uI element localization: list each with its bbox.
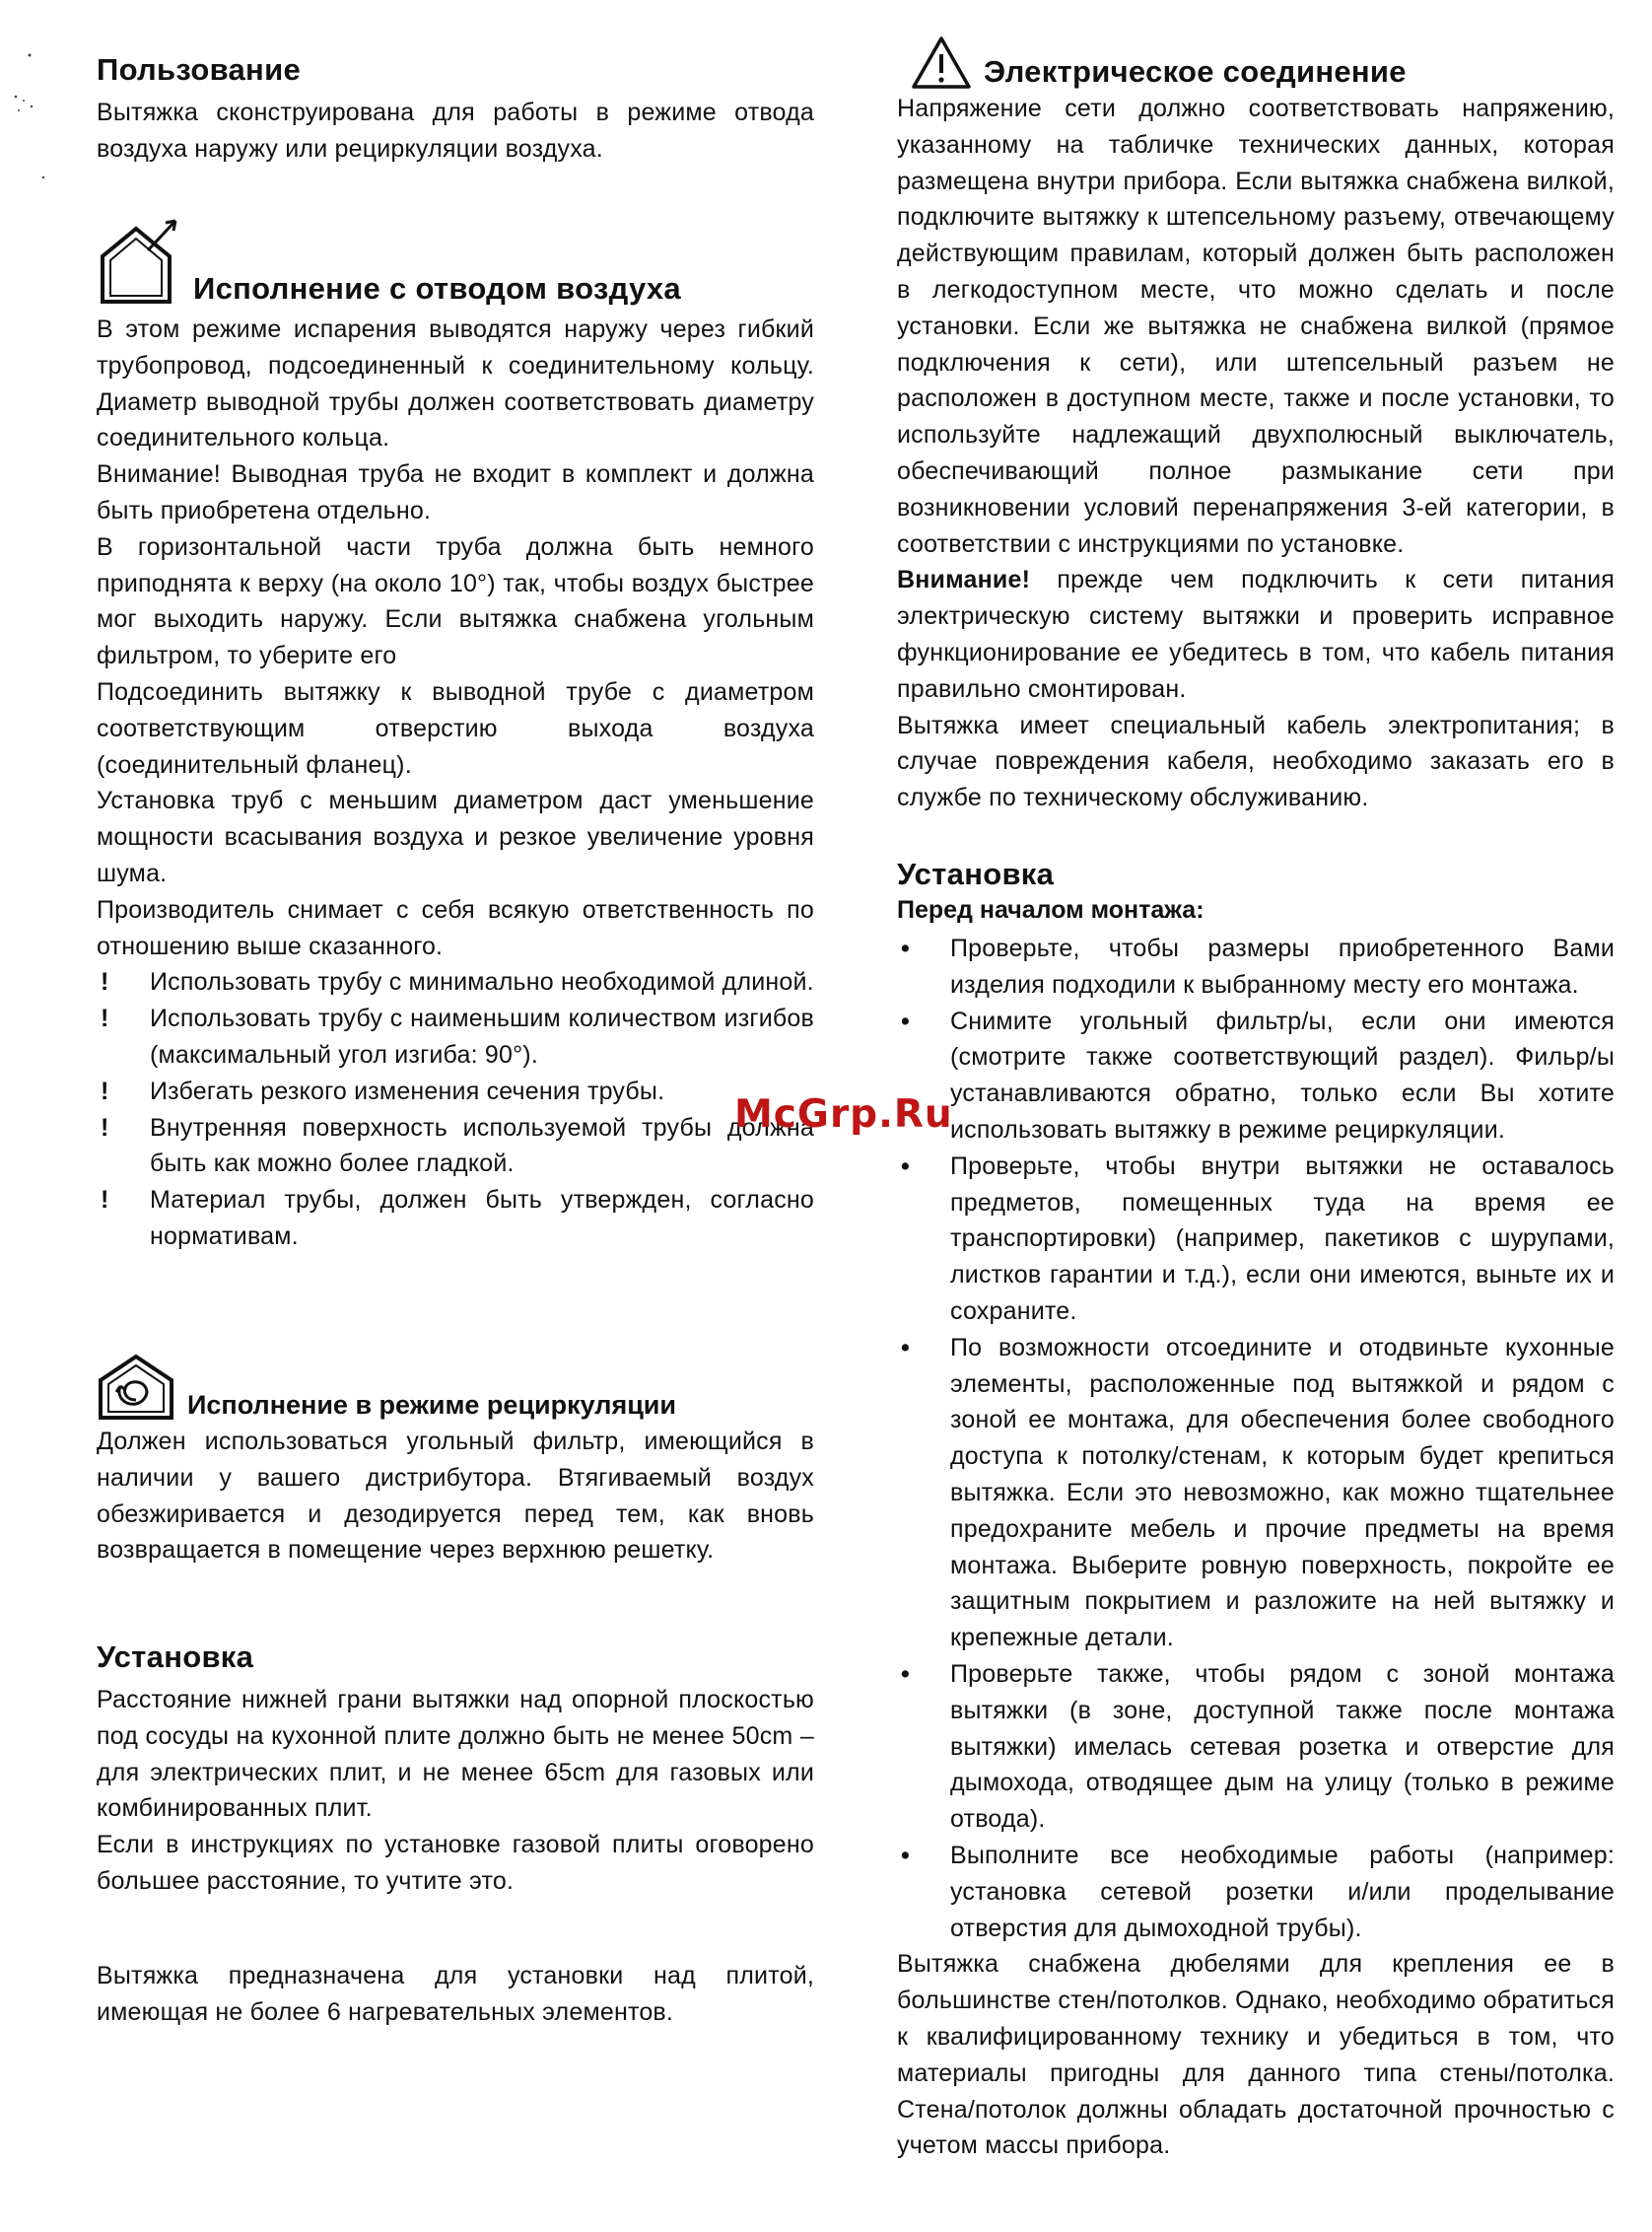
watermark: McGrp.Ru bbox=[734, 1092, 953, 1137]
list-item-text: Использовать трубу с минимально необходимой длиной. bbox=[150, 968, 814, 997]
recirc-heading bbox=[97, 1353, 814, 1422]
list-item-text: Проверьте, чтобы внутри вытяжки не оставалось предметов, помещенных туда на время ее транспортировки) (например, пакетиков с шурупами, листков гарантии и т.д.), если они имеются, выньте их и сохраните. bbox=[950, 1151, 1615, 1325]
bullet-mark: • bbox=[901, 1841, 910, 1869]
install-left-title: Установка bbox=[97, 1639, 254, 1674]
install-steps-list bbox=[897, 931, 1615, 1946]
list-item-text: Проверьте, чтобы размеры приобретенного Вами изделия подходили к выбранному месту его монтажа. bbox=[950, 935, 1615, 999]
exhaust-warnings-list bbox=[97, 964, 814, 1254]
exhaust-section bbox=[97, 217, 814, 1255]
electric-title: Электрическое соединение bbox=[984, 54, 1407, 89]
list-item bbox=[897, 1838, 1615, 1946]
install-note: Вытяжка предназначена для установки над плитой, имеющая не более 6 нагревательных элементов. bbox=[97, 1962, 814, 2026]
install-right-section bbox=[897, 856, 1615, 2164]
list-item bbox=[897, 1656, 1615, 1838]
exhaust-paragraph: Внимание! Выводная труба не входит в комплект и должна быть приобретена отдельно. bbox=[97, 460, 814, 524]
list-item bbox=[897, 931, 1615, 1004]
exhaust-paragraph: Производитель снимает с себя всякую ответственность по отношению выше сказанного. bbox=[97, 895, 814, 960]
electric-cable-paragraph: Вытяжка имеет специальный кабель электропитания; в случае повреждения кабеля, необходимо заказать его в службе по техническому обслуживанию. bbox=[897, 711, 1615, 812]
recirc-text: Должен использоваться угольный фильтр, имеющийся в наличии у вашего дистрибутора. Втягиваемый воздух обезжиривается и дезодируется перед тем, как вновь возвращается в помещение через верхнюю решетку. bbox=[97, 1428, 814, 1565]
usage-title: Пользование bbox=[97, 52, 301, 87]
exhaust-paragraph: Установка труб с меньшим диаметром даст уменьшение мощности всасывания воздуха и резкое увеличение уровня шума. bbox=[97, 787, 814, 887]
install-right-title: Установка bbox=[897, 857, 1055, 891]
install-right-subtitle: Перед началом монтажа: bbox=[897, 896, 1205, 924]
bullet-mark: • bbox=[901, 935, 910, 962]
list-item bbox=[97, 1110, 814, 1183]
scan-specks bbox=[10, 49, 49, 187]
house-arrow-icon bbox=[97, 217, 181, 308]
warning-label: Внимание! bbox=[897, 566, 1031, 594]
list-item-text: По возможности отсоедините и отодвиньте кухонные элементы, расположенные под вытяжкой и рядом с зоной ее монтажа, для обеспечения более свободного доступа к потолку/стенам, к которым будет крепиться вытяжка. Если это невозможно, как можно тщательнее предохраните мебель и прочие предметы на время монтажа. Выберите ровную поверхность, покройте ее защитным покрытием и разложите на ней вытяжку и крепежные детали. bbox=[950, 1333, 1615, 1652]
bullet-mark: • bbox=[901, 1659, 910, 1688]
house-recirculation-icon bbox=[97, 1353, 175, 1422]
install-left-section bbox=[97, 1639, 814, 1900]
bullet-mark: • bbox=[901, 1333, 910, 1361]
electric-paragraph: Напряжение сети должно соответствовать напряжению, указанному на табличке технических данных, которая размещена внутри прибора. Если вытяжка снабжена вилкой, подключите вытяжку к штепсельному разъему, отвечающему действующим правилам, который должен быть расположен в легкодоступном месте, что можно сделать и после установки. Если же вытяжка не снабжена вилкой (прямое подключения к сети), или штепсельный разъем не расположен в доступном месте, также и после установки, то используйте надлежащий двухполюсный выключатель, обеспечивающий полное размыкание сети при возникновении условий перенапряжения 3-ей категории, в соответствии с инструкциями по установке. bbox=[897, 95, 1615, 558]
install-note-section bbox=[97, 1958, 814, 2031]
exhaust-paragraph: В горизонтальной части труба должна быть немного приподнята к верху (на около 10°) так, чтобы воздух быстрее мог выходить наружу. Если вытяжка снабжена угольным фильтром, то уберите его bbox=[97, 532, 814, 670]
install-left-paragraph: Если в инструкциях по установке газовой плиты оговорено большее расстояние, то учтите это. bbox=[97, 1831, 814, 1895]
list-item bbox=[897, 1330, 1615, 1656]
install-final-paragraph: Вытяжка снабжена дюбелями для крепления ее в большинстве стен/потолков. Однако, необходимо обратиться к квалифицированному технику и убедиться в том, что материалы пригодны для данного типа стены/потолка. Стена/потолок должны обладать достаточной прочностью с учетом массы прибора. bbox=[897, 1950, 1615, 2160]
list-item-text: Материал трубы, должен быть утвержден, согласно нормативам. bbox=[150, 1186, 814, 1250]
list-item bbox=[897, 1004, 1615, 1149]
exclamation-mark: ! bbox=[101, 1113, 109, 1142]
install-left-paragraph: Расстояние нижней грани вытяжки над опорной плоскостью под сосуды на кухонной плите должно быть не менее 50cm – для электрических плит, и не менее 65cm для газовых или комбинированных плит. bbox=[97, 1686, 814, 1823]
exclamation-mark: ! bbox=[101, 968, 109, 997]
list-item bbox=[97, 1001, 814, 1074]
list-item-text: Избегать резкого изменения сечения трубы. bbox=[150, 1077, 665, 1105]
usage-section bbox=[97, 51, 814, 168]
list-item-text: Снимите угольный фильтр/ы, если они имеются (смотрите также соответствующий раздел). Фильр/ы устанавливаются обратно, только если Вы хотите использовать вытяжку в режиме рециркуляции. bbox=[950, 1007, 1615, 1144]
list-item bbox=[97, 1074, 814, 1110]
list-item-text: Проверьте также, чтобы рядом с зоной монтажа вытяжки (в зоне, доступной также после монтажа вытяжки) имелась сетевая розетка и отверстие для дымохода, отводящее дым на улицу (только в режиме отвода). bbox=[950, 1659, 1615, 1834]
electric-heading bbox=[911, 35, 1615, 91]
bullet-mark: • bbox=[901, 1151, 910, 1180]
warning-triangle-icon bbox=[911, 35, 972, 91]
bullet-mark: • bbox=[901, 1007, 910, 1035]
electric-section bbox=[897, 35, 1615, 816]
exclamation-mark: ! bbox=[101, 1077, 109, 1105]
list-item-text: Внутренняя поверхность используемой трубы должна быть как можно более гладкой. bbox=[150, 1113, 814, 1178]
exclamation-mark: ! bbox=[101, 1186, 109, 1215]
list-item bbox=[97, 1182, 814, 1255]
electric-warning bbox=[897, 562, 1615, 707]
list-item-text: Выполните все необходимые работы (например: установка сетевой розетки и/или проделывание отверстия для дымоходной трубы). bbox=[950, 1841, 1615, 1942]
list-item bbox=[897, 1149, 1615, 1330]
exhaust-paragraph: Подсоединить вытяжку к выводной трубе с диаметром соответствующим отверстию выхода воздуха (соединительный фланец). bbox=[97, 677, 814, 779]
recirc-title: Исполнение в режиме рециркуляции bbox=[187, 1390, 677, 1420]
exclamation-mark: ! bbox=[101, 1005, 109, 1033]
exhaust-heading bbox=[97, 217, 814, 308]
exhaust-title: Исполнение с отводом воздуха bbox=[193, 271, 681, 306]
list-item bbox=[97, 964, 814, 1001]
warning-text: прежде чем подключить к сети питания электрическую систему вытяжки и проверить исправное функционирование ее убедитесь в том, что кабель питания правильно смонтирован. bbox=[897, 566, 1615, 703]
usage-text: Вытяжка сконструирована для работы в режиме отвода воздуха наружу или рециркуляции воздуха. bbox=[97, 99, 814, 163]
exhaust-paragraph: В этом режиме испарения выводятся наружу через гибкий трубопровод, подсоединенный к соединительному кольцу. Диаметр выводной трубы должен соответствовать диаметру соединительного кольца. bbox=[97, 315, 814, 453]
recirc-section bbox=[97, 1353, 814, 1569]
list-item-text: Использовать трубу с наименьшим количеством изгибов (максимальный угол изгиба: 90°). bbox=[150, 1005, 814, 1069]
